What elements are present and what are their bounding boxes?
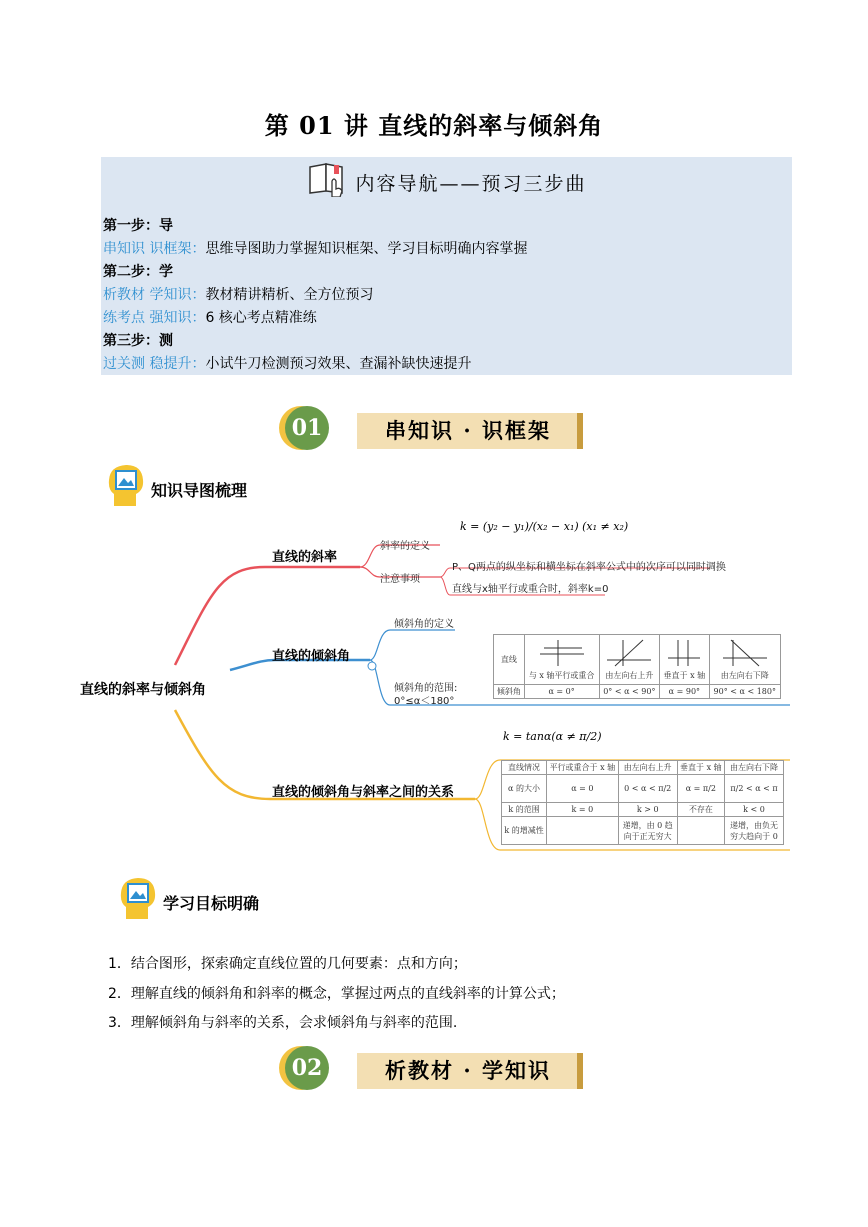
angle-table-row-head: 直线 bbox=[494, 635, 525, 685]
nav-item-2 bbox=[103, 285, 373, 305]
relation-formula: k = tanα(α ≠ π/2) bbox=[503, 730, 602, 743]
relation-table-cell: π/2 < α < π bbox=[725, 775, 784, 803]
angle-table-cell: α = 90° bbox=[660, 685, 709, 699]
mindmap-note-2: 直线与x轴平行或重合时，斜率k=0 bbox=[452, 584, 609, 595]
line-rising-graph bbox=[603, 638, 655, 668]
section-banner-01 bbox=[285, 404, 582, 454]
head-idea-icon bbox=[106, 462, 146, 510]
angle-table bbox=[493, 634, 781, 699]
goal-item-3: 3．理解倾斜角与斜率的关系，会求倾斜角与斜率的范围. bbox=[108, 1015, 458, 1031]
nav-step-2 bbox=[103, 262, 173, 282]
nav-item-4 bbox=[103, 354, 471, 374]
relation-table-cell: k = 0 bbox=[547, 803, 619, 817]
banner-text: 串知识 · 识框架 bbox=[385, 418, 551, 443]
nav-step-label: 第一步：导 bbox=[103, 218, 173, 234]
goal-item-1: 1．结合图形，探索确定直线位置的几何要素：点和方向； bbox=[108, 956, 467, 972]
relation-table-cell bbox=[677, 817, 724, 845]
relation-table-cell: 递增，由 0 趋向于正无穷大 bbox=[618, 817, 677, 845]
banner-text: 析教材 · 学知识 bbox=[385, 1058, 551, 1083]
banner-number: 02 bbox=[285, 1046, 329, 1090]
nav-item-text: 6 核心考点精准练 bbox=[205, 310, 317, 326]
nav-item-text: 小试牛刀检测预习效果、查漏补缺快速提升 bbox=[205, 356, 472, 372]
angle-table-cell: 由左向右下降 bbox=[709, 635, 780, 685]
relation-table bbox=[501, 760, 784, 845]
nav-heading-text: 内容导航——预习三步曲 bbox=[355, 172, 587, 195]
relation-table-cell: k < 0 bbox=[725, 803, 784, 817]
mindmap-note-1: P、Q两点的纵坐标和横坐标在斜率公式中的次序可以同时调换 bbox=[452, 562, 726, 573]
mindmap-angle-range-label: 倾斜角的范围: bbox=[394, 683, 458, 694]
nav-step-1 bbox=[103, 216, 173, 236]
mindmap-root: 直线的斜率与倾斜角 bbox=[80, 682, 206, 698]
mindmap-branch-slope: 直线的斜率 bbox=[272, 550, 338, 565]
nav-step-label: 第二步：学 bbox=[103, 264, 173, 280]
relation-table-header: 平行或重合于 x 轴 bbox=[547, 761, 619, 775]
relation-table-cell: k 的增减性 bbox=[502, 817, 547, 845]
goal-item-2: 2．理解直线的倾斜角和斜率的概念，掌握过两点的直线斜率的计算公式； bbox=[108, 986, 565, 1002]
nav-item-1 bbox=[103, 239, 527, 259]
section-heading-mindmap: 知识导图梳理 bbox=[151, 481, 248, 500]
angle-table-cell: α = 0° bbox=[524, 685, 599, 699]
relation-table-header: 由左向右上升 bbox=[618, 761, 677, 775]
mindmap-angle-range-value: 0°≤α＜180° bbox=[394, 696, 455, 707]
nav-heading bbox=[101, 161, 792, 201]
relation-table-cell: k > 0 bbox=[618, 803, 677, 817]
relation-table-cell: α = 0 bbox=[547, 775, 619, 803]
mindmap-slope-definition: 斜率的定义 bbox=[380, 541, 430, 552]
relation-table-header: 由左向右下降 bbox=[725, 761, 784, 775]
nav-item-text: 思维导图助力掌握知识框架、学习目标明确内容掌握 bbox=[205, 241, 528, 257]
mindmap-angle-definition: 倾斜角的定义 bbox=[394, 619, 454, 630]
nav-item-3 bbox=[103, 308, 317, 328]
relation-table-cell: 不存在 bbox=[677, 803, 724, 817]
angle-table-cell: 由左向右上升 bbox=[599, 635, 660, 685]
angle-table-cell: 垂直于 x 轴 bbox=[660, 635, 709, 685]
page-title: 第 01 讲 直线的斜率与倾斜角 bbox=[264, 111, 604, 140]
angle-table-row-head: 倾斜角 bbox=[494, 685, 525, 699]
angle-table-cell: 0° < α < 90° bbox=[599, 685, 660, 699]
book-hand-icon bbox=[306, 161, 350, 197]
line-falling-graph bbox=[719, 638, 771, 668]
nav-item-text: 教材精讲精析、全方位预习 bbox=[205, 287, 374, 303]
nav-item-accent: 过关测 稳提升： bbox=[103, 356, 206, 372]
section-banner-02 bbox=[285, 1044, 582, 1094]
line-horizontal-graph bbox=[536, 638, 588, 668]
head-idea-icon bbox=[118, 875, 158, 923]
angle-table-cell: 与 x 轴平行或重合 bbox=[524, 635, 599, 685]
relation-table-header: 直线情况 bbox=[502, 761, 547, 775]
content-navigation-box bbox=[101, 157, 792, 375]
mindmap-slope-notes: 注意事项 bbox=[380, 574, 420, 585]
nav-item-accent: 练考点 强知识： bbox=[103, 310, 206, 326]
mindmap-branch-angle: 直线的倾斜角 bbox=[272, 649, 351, 664]
relation-table-header: 垂直于 x 轴 bbox=[677, 761, 724, 775]
nav-step-label: 第三步：测 bbox=[103, 333, 173, 349]
relation-table-cell: 递增，由负无穷大趋向于 0 bbox=[725, 817, 784, 845]
mindmap-branch-relation: 直线的倾斜角与斜率之间的关系 bbox=[272, 785, 455, 800]
slope-formula: k = (y₂ − y₁)/(x₂ − x₁) (x₁ ≠ x₂) bbox=[460, 520, 629, 533]
nav-item-accent: 析教材 学知识： bbox=[103, 287, 206, 303]
nav-item-accent: 串知识 识框架： bbox=[103, 241, 206, 257]
relation-table-cell: α 的大小 bbox=[502, 775, 547, 803]
relation-table-cell: 0 < α < π/2 bbox=[618, 775, 677, 803]
relation-table-cell: k 的范围 bbox=[502, 803, 547, 817]
nav-step-3 bbox=[103, 331, 173, 351]
relation-table-cell: α = π/2 bbox=[677, 775, 724, 803]
line-vertical-graph bbox=[664, 638, 704, 668]
relation-table-cell bbox=[547, 817, 619, 845]
banner-number: 01 bbox=[285, 406, 329, 450]
angle-table-cell: 90° < α < 180° bbox=[709, 685, 780, 699]
section-heading-goals: 学习目标明确 bbox=[163, 894, 260, 913]
